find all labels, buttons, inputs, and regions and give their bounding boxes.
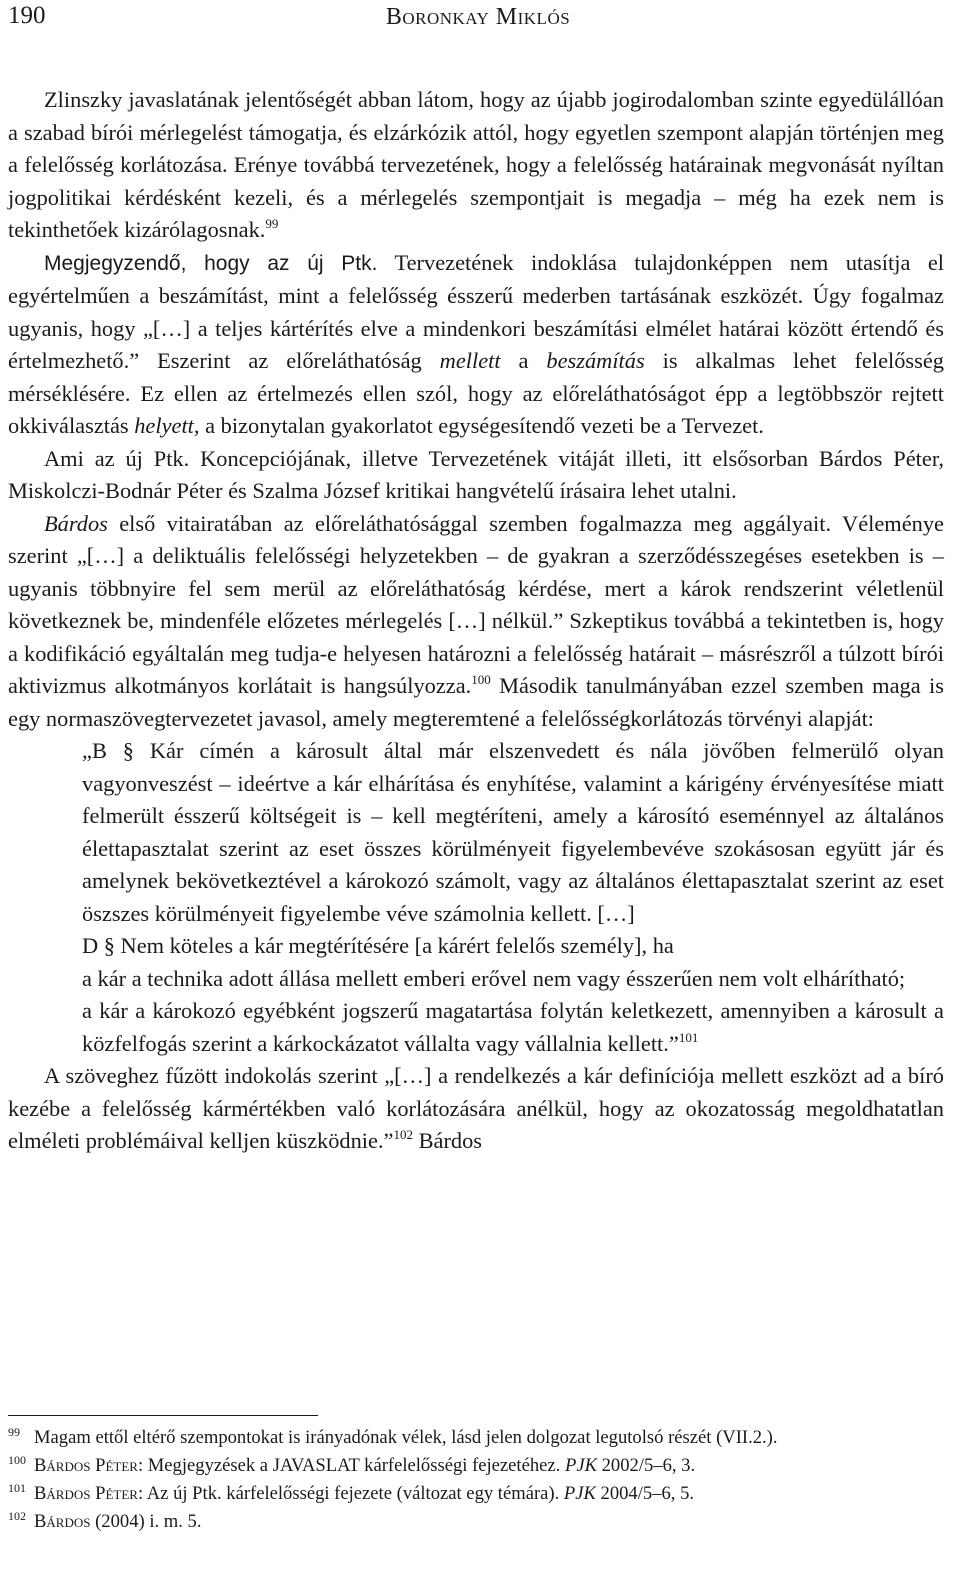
block-quote-item-text: a kár a károkozó egyébként jogszerű magatartása folytán keletkezett, amennyiben a károsult a közfelfogás szerint a kárkockázatot vállalta vagy vállalnia kellett.” xyxy=(82,998,944,1056)
footnote-journal: PJK xyxy=(564,1455,597,1476)
footnote-99: 99 Magam ettől eltérő szempontokat is irányadónak vélek, lásd jelen dolgozat legutolsó részét (VII.2.). xyxy=(8,1425,778,1448)
footnote-text: : Megjegyzések a JAVASLAT kárfelelősségi fejezetéhez. xyxy=(137,1455,565,1476)
footnote-text: (2004) i. m. 5. xyxy=(90,1511,202,1532)
footnote-text: : Az új Ptk. kárfelelősségi fejezete (változat egy témára). xyxy=(137,1483,564,1504)
paragraph-lead: Megjegyzendő, hogy az új Ptk. xyxy=(44,251,378,275)
footnote-author: Bárdos Péter xyxy=(34,1455,138,1476)
footnote-ref: 99 xyxy=(265,216,279,231)
footnote-author: Bárdos xyxy=(34,1511,91,1532)
main-text xyxy=(8,84,944,1158)
text-run: Második tanulmányában ezzel szemben maga is egy normaszövegtervezetet javasol, amely megteremtené a felelősségkorlátozás törvényi alapját: xyxy=(8,673,944,731)
paragraph xyxy=(8,508,944,736)
footnotes xyxy=(8,1424,944,1536)
block-quote-item xyxy=(82,995,944,1060)
footnote-100: 100 Bárdos Péter: Megjegyzések a JAVASLAT kárfelelősségi fejezetéhez. PJK 2002/5–6, 3. xyxy=(8,1453,696,1476)
block-quote-first: „B § Kár címén a károsult által már elszenvedett és nála jövőben felmerülő olyan vagyonveszést – ideértve a kár elhárítása és enyhítése, valamint a kárigény érvényesítése miatt felmerült ésszerű költségeit is – kell megtéríteni, amely a károsító eseménnyel az általános élettapasztalat szerint az eset összes körülményeit figyelembevéve szokásosan együtt jár és amelynek bekövetkeztével a károkozó számolt, vagy az általános élettapasztalat szerint az eset öszszes körülményeit figyelembe véve számolnia kellett. […] xyxy=(82,738,944,926)
paragraph-text: A szöveghez fűzött indokolás szerint „[…] a rendelkezés a kár definíciója mellett eszközt ad a bíró kezébe a felelősség kármértékben való korlátozására anélkül, hogy az okozatosság megoldhatatlan elméleti problémáival kelljen küszködnie.” xyxy=(8,1063,944,1153)
footnote-citation: 2004/5–6, 5. xyxy=(595,1483,695,1504)
footnote-journal: PJK xyxy=(563,1483,596,1504)
footnote-ref: 102 xyxy=(393,1127,413,1142)
emphasis: Bárdos xyxy=(44,510,108,536)
text-run: is alkalmas lehet felelősség mérséklésére. Ez ellen az értelmezés ellen szól, hogy az előreláthatóságot épp a legtöbbször rejtett okkiválasztás xyxy=(8,348,944,438)
page-number: 190 xyxy=(8,2,46,29)
footnote-author: Bárdos Péter xyxy=(34,1483,138,1504)
emphasis: beszámítás xyxy=(546,348,645,373)
footnote-citation: 2002/5–6, 3. xyxy=(596,1455,696,1476)
paragraph xyxy=(8,247,944,443)
footnote-ref: 101 xyxy=(678,1029,699,1045)
paragraph-tail: Bárdos xyxy=(412,1128,483,1153)
footnote-divider xyxy=(8,1415,318,1416)
footnote-101: 101 Bárdos Péter: Az új Ptk. kárfelelősségi fejezete (változat egy témára). PJK 2004/5–6, 5. xyxy=(8,1481,695,1504)
text-run: Tervezetének indoklása tulajdonképpen nem utasítja el egyértelműen a beszámítást, mint a felelősség ésszerű mederben tartásának eszközét. Úgy fogalmaz ugyanis, hogy „[…] a teljes kártérítés elve a mindenkori beszámítási elmélet határai között értendő és értelmezhető.” Eszerint az előreláthatóság xyxy=(8,249,944,373)
page-header xyxy=(8,0,948,36)
text-run: Ami az új Ptk. Koncepciójának, illetve Tervezetének vitáját illeti, itt elsősorban Bárdos Péter, Miskolczi-Bodnár Péter és Szalma József kritikai hangvételű írásaira lehet utalni. xyxy=(8,445,944,503)
paragraph xyxy=(8,443,944,508)
emphasis: mellett xyxy=(439,348,501,373)
footnote-text: Magam ettől eltérő szempontokat is irányadónak vélek, lásd jelen dolgozat legutolsó részét (VII.2.). xyxy=(34,1427,778,1448)
text-run: Zlinszky javaslatának jelentőségét abban látom, hogy az újabb jogirodalomban szinte egyedülállóan a szabad bírói mérlegelést támogatja, és elzárkózik attól, hogy egyetlen szempont alapján történjen meg a felelősség korlátozása. Erénye továbbá tervezetének, hogy a felelősség határainak megvonását nyíltan jogpolitikai kérdésként kezeli, és a mérlegelés szempontjait is megadja – még ha ezek nem is tekinthetőek kizárólagosnak. xyxy=(8,87,944,242)
text-run: a bizonytalan gyakorlatot egységesítendő vezeti be a Tervezet. xyxy=(199,413,764,438)
running-head: Boronkay Miklós xyxy=(385,4,571,30)
footnote-102: 102 Bárdos (2004) i. m. 5. xyxy=(8,1509,202,1532)
block-quote-item: a kár a technika adott állása mellett emberi erővel nem vagy ésszerűen nem volt elhárítható; xyxy=(82,965,906,991)
emphasis: helyett, xyxy=(134,413,200,438)
paragraph-last xyxy=(8,1060,944,1158)
block-quote-d-section: D § Nem köteles a kár megtérítésére [a kárért felelős személy], ha xyxy=(82,933,674,958)
text-run: a xyxy=(500,348,547,373)
footnote-ref: 100 xyxy=(471,672,491,687)
paragraph xyxy=(8,84,944,247)
text-run: első vitairatában az előreláthatósággal szemben fogalmazza meg aggályait. Véleménye szerint „[…] a deliktuális felelősségi helyzetekben – de gyakran a szerződésszegéses esetekben is – ugyanis többnyire fel sem merül az előreláthatóság kérdése, mert a károk rendszerint véletlenül következnek be, mindenféle előzetes mérlegelés […] nélkül.” Szkeptikus továbbá a tekintetben is, hogy a kodifikáció egyáltalán meg tudja-e helyesen határozni a felelősség határait – másrészről a túlzott bírói aktivizmus alkotmányos korlátait is hangsúlyozza. xyxy=(8,510,944,698)
